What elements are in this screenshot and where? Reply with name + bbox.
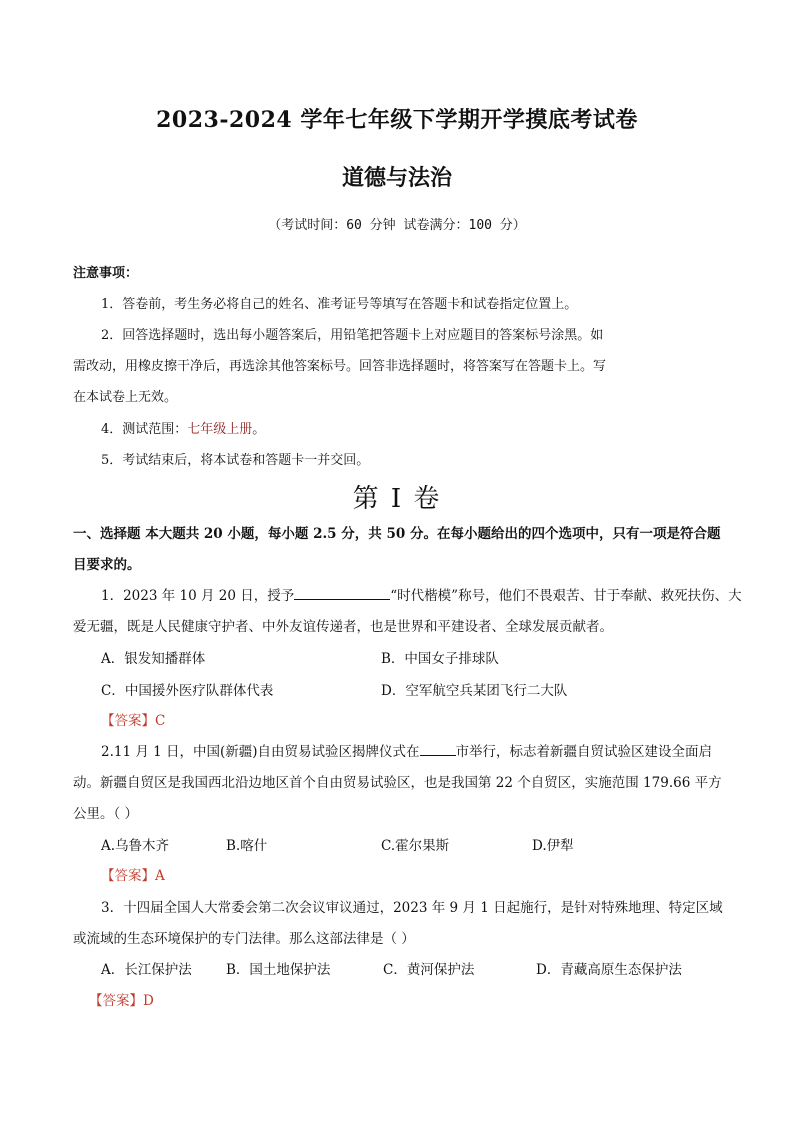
q2-text-a: 2.11 月 1 日，中国(新疆)自由贸易试验区揭牌仪式在 [101, 744, 420, 760]
notice-item-4 [101, 418, 265, 437]
q2-option-a: A.乌鲁木齐 [101, 838, 170, 854]
notice-item-2-line-2: 需改动，用橡皮擦干净后，再选涂其他答案标号。回答非选择题时，将答案写在答题卡上。写 [73, 359, 607, 374]
q3-option-c: C．黄河保护法 [383, 962, 475, 978]
q2-line-3: 公里。（ ） [73, 806, 139, 822]
q1-option-a: A．银发知播群体 [101, 651, 206, 667]
q2-option-d: D.伊犁 [532, 838, 574, 854]
notice-item-1: 1．答卷前，考生务必将自己的姓名、准考证号等填写在答题卡和试卷指定位置上。 [101, 297, 578, 312]
subject-title: 道德与法治 [341, 165, 452, 191]
q2-blank [420, 743, 456, 756]
q1-text-b: “时代楷模”称号，他们不畏艰苦、甘于奉献、救死扶伤、大 [390, 588, 742, 604]
volume-title: 第 I 卷 [352, 484, 442, 514]
exam-title: 2023-2024 学年七年级下学期开学摸底考试卷 [156, 107, 638, 133]
q2-line-2: 动。新疆自贸区是我国西北沿边地区首个自由贸易试验区，也是我国第 22 个自贸区，实施范围 179.66 平方 [73, 775, 722, 791]
notice-item-4-suffix: 。 [252, 422, 266, 437]
q1-blank [294, 587, 390, 600]
notice-heading: 注意事项： [73, 266, 139, 281]
q1-option-c: C．中国援外医疗队群体代表 [101, 683, 274, 699]
q1-line-2: 爱无疆，既是人民健康守护者、中外友谊传递者，也是世界和平建设者、全球发展贡献者。 [73, 619, 613, 635]
q2-answer: 【答案】A [101, 868, 165, 884]
q2-line-1 [101, 740, 712, 760]
test-range: 七年级上册 [187, 422, 253, 437]
q3-line-1: 3．十四届全国人大常委会第二次会议审议通过，2023 年 9 月 1 日起施行，是针对特殊地理、特定区域 [101, 900, 723, 916]
section-heading-line-1: 一、选择题 本大题共 20 小题，每小题 2.5 分，共 50 分。在每小题给出的四个选项中，只有一项是符合题 [73, 526, 721, 542]
q1-option-d: D．空军航空兵某团飞行二大队 [381, 683, 568, 699]
q1-answer: 【答案】C [101, 713, 166, 729]
q3-line-2: 或流域的生态环境保护的专门法律。那么这部法律是（ ） [73, 931, 415, 947]
q3-option-d: D．青藏高原生态保护法 [536, 962, 682, 978]
q2-option-b: B.喀什 [226, 838, 268, 854]
q3-option-b: B．国土地保护法 [226, 962, 331, 978]
notice-item-2-line-1: 2．回答选择题时，选出每小题答案后，用铅笔把答题卡上对应题目的答案标号涂黑。如 [101, 328, 604, 343]
notice-item-4-prefix: 4．测试范围： [101, 422, 188, 437]
section-heading-line-2: 目要求的。 [73, 557, 141, 573]
q2-option-c: C.霍尔果斯 [381, 838, 450, 854]
q1-line-1 [101, 584, 742, 604]
q1-text-a: 1．2023 年 10 月 20 日，授予 [101, 588, 295, 604]
notice-item-5: 5．考试结束后，将本试卷和答题卡一并交回。 [101, 453, 370, 468]
q2-text-b: 市举行，标志着新疆自贸试验区建设全面启 [455, 744, 713, 760]
q1-option-b: B．中国女子排球队 [381, 651, 499, 667]
q3-option-a: A．长江保护法 [101, 962, 192, 978]
q3-answer: 【答案】D [89, 993, 154, 1009]
exam-info: （考试时间：60 分钟 试卷满分：100 分） [268, 218, 526, 233]
notice-item-2-line-3: 在本试卷上无效。 [73, 390, 178, 405]
